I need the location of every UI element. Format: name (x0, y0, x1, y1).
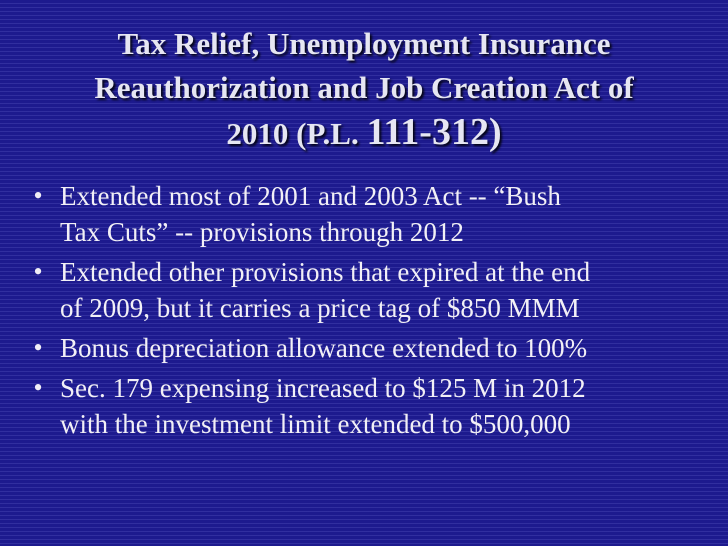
bullet-4-line-2: with the investment limit extended to $500,000 (60, 409, 571, 439)
title-line-3-number: 111-312) (366, 111, 502, 153)
bullet-list (28, 178, 700, 446)
bullet-item-1 (28, 178, 700, 250)
title-line-3-prefix: 2010 (P.L. (226, 116, 359, 151)
title-line-1: Tax Relief, Unemployment Insurance (117, 26, 611, 61)
bullet-2-line-1: Extended other provisions that expired at the end (60, 257, 591, 287)
bullet-item-3 (28, 330, 700, 366)
bullet-1-line-1: Extended most of 2001 and 2003 Act -- “Bush (60, 181, 561, 211)
bullet-4-line-1: Sec. 179 expensing increased to $125 M in 2012 (60, 373, 586, 403)
bullet-item-4 (28, 370, 700, 442)
bullet-1-line-2: Tax Cuts” -- provisions through 2012 (60, 217, 464, 247)
slide-title (20, 22, 708, 156)
bullet-dot-icon: • (33, 333, 43, 362)
bullet-dot-icon: • (33, 181, 43, 210)
title-line-2: Reauthorization and Job Creation Act of (94, 70, 634, 105)
bullet-3-line-1: Bonus depreciation allowance extended to 100% (60, 333, 588, 363)
bullet-item-2 (28, 254, 700, 326)
bullet-dot-icon: • (33, 257, 43, 286)
bullet-2-line-2: of 2009, but it carries a price tag of $850 MMM (60, 293, 580, 323)
bullet-dot-icon: • (33, 373, 43, 402)
